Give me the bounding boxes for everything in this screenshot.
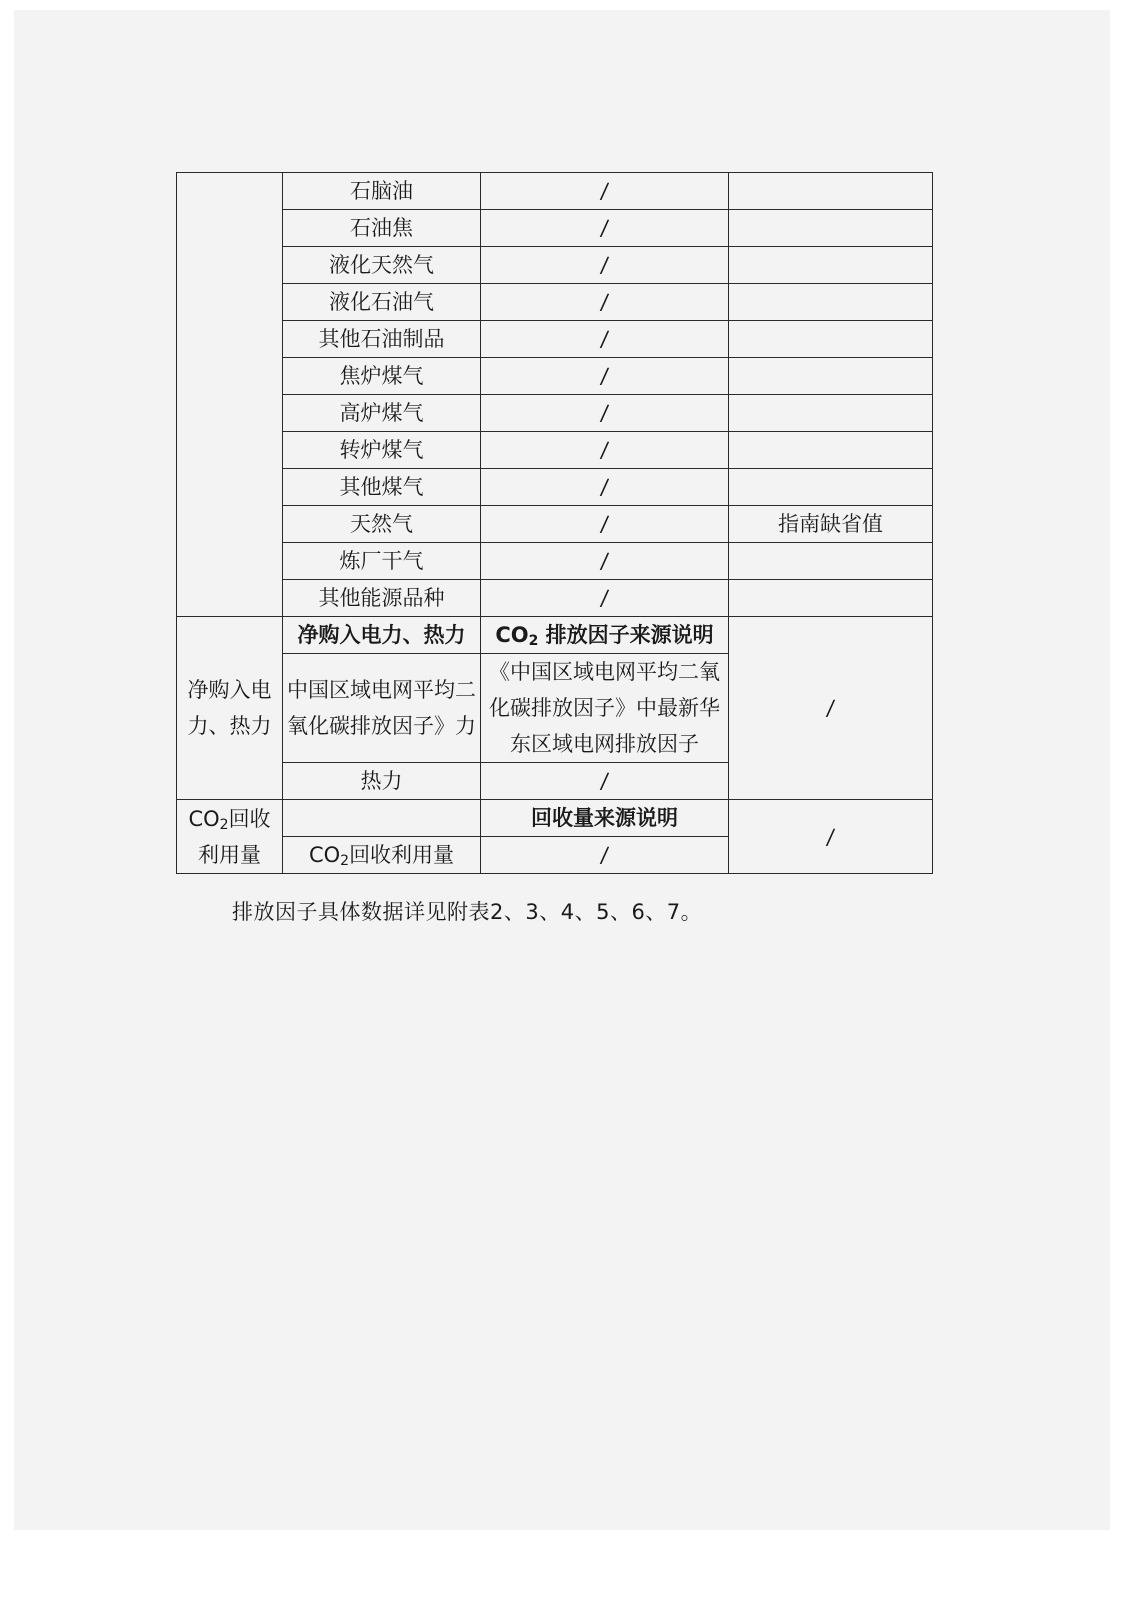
fuel-value-text: / [599, 179, 610, 203]
fuel-remark [729, 321, 933, 358]
co2-prefix: CO [188, 806, 220, 831]
emission-factor-table [176, 172, 933, 874]
table-row [177, 543, 933, 580]
fuel-remark [729, 247, 933, 284]
fuel-value-text: / [599, 475, 610, 499]
fuel-value-text: / [599, 586, 610, 610]
table-row [177, 284, 933, 321]
fuel-remark [729, 284, 933, 321]
fuel-name: 石油焦 [283, 210, 481, 247]
fuel-name: 其他石油制品 [283, 321, 481, 358]
electricity-section [177, 617, 933, 800]
co2-category-suffix: 回收利用量 [198, 806, 271, 867]
table-row [177, 469, 933, 506]
fuel-value [481, 469, 729, 506]
co2-subscript: 2 [528, 633, 539, 649]
fuel-value-text: / [599, 401, 610, 425]
fuel-name: 高炉煤气 [283, 395, 481, 432]
co2-prefix: CO [308, 843, 341, 867]
header-source-suffix: 排放因子来源说明 [545, 623, 714, 647]
fuel-name: 其他煤气 [283, 469, 481, 506]
fuel-name: 其他能源品种 [283, 580, 481, 617]
table-row [177, 321, 933, 358]
fuel-value [481, 284, 729, 321]
fuel-remark [729, 358, 933, 395]
co2-category [177, 800, 283, 874]
table-row [177, 432, 933, 469]
fuel-name: 炼厂干气 [283, 543, 481, 580]
fuel-name: 液化石油气 [283, 284, 481, 321]
fuel-value-text: / [599, 216, 610, 240]
electricity-remark-text: / [825, 696, 836, 720]
table-row [177, 617, 933, 654]
heat-item: 热力 [283, 763, 481, 800]
fuel-name: 焦炉煤气 [283, 358, 481, 395]
co2-value-text: / [599, 843, 610, 867]
fuel-value-text: / [599, 438, 610, 462]
fuel-value-text: / [599, 327, 610, 351]
electricity-remark [729, 617, 933, 800]
fuel-name: 液化天然气 [283, 247, 481, 284]
fuel-value [481, 432, 729, 469]
fuel-value [481, 580, 729, 617]
fuel-value-text: / [599, 253, 610, 277]
table-row [177, 173, 933, 210]
fuel-value [481, 321, 729, 358]
co2-header-source: 回收量来源说明 [481, 800, 729, 837]
electricity-category: 净购入电力、热力 [177, 617, 283, 800]
heat-value-text: / [599, 769, 610, 793]
fuel-remark [729, 543, 933, 580]
co2-remark [729, 800, 933, 874]
fuel-remark [729, 173, 933, 210]
table-row [177, 247, 933, 284]
electricity-header-source [481, 617, 729, 654]
page-bottom-margin [0, 1530, 1132, 1600]
fuel-value [481, 543, 729, 580]
co2-prefix: CO [495, 623, 529, 647]
fuel-remark [729, 580, 933, 617]
fuel-remark [729, 210, 933, 247]
fuel-value [481, 358, 729, 395]
fuel-value-text: / [599, 364, 610, 388]
fuel-remark [729, 395, 933, 432]
fuel-name: 石脑油 [283, 173, 481, 210]
fuel-name: 天然气 [283, 506, 481, 543]
fuel-rows [177, 173, 933, 617]
co2-remark-text: / [825, 824, 836, 849]
fuel-value [481, 506, 729, 543]
co2-item [283, 837, 481, 874]
table-row [177, 580, 933, 617]
electricity-header-item: 净购入电力、热力 [283, 617, 481, 654]
co2-subscript: 2 [219, 816, 229, 833]
fuel-value-text: / [599, 549, 610, 573]
co2-item-suffix: 回收利用量 [349, 843, 455, 867]
fuel-name: 转炉煤气 [283, 432, 481, 469]
heat-value [481, 763, 729, 800]
table-row [177, 800, 933, 837]
fuel-value-text: / [599, 512, 610, 536]
table-row [177, 358, 933, 395]
table-row [177, 210, 933, 247]
co2-value [481, 837, 729, 874]
co2-recovery-section [177, 800, 933, 874]
fuel-value-text: / [599, 290, 610, 314]
table-row [177, 395, 933, 432]
footnote: 排放因子具体数据详见附表2、3、4、5、6、7。 [232, 900, 703, 924]
table-row [177, 506, 933, 543]
grid-factor-item: 中国区域电网平均二氧化碳排放因子》力 [283, 654, 481, 763]
co2-subscript: 2 [340, 853, 350, 869]
fuel-remark [729, 432, 933, 469]
fuel-category-cell [177, 173, 283, 617]
fuel-value [481, 395, 729, 432]
fuel-value [481, 173, 729, 210]
fuel-source-note: 指南缺省值 [729, 506, 933, 543]
fuel-value [481, 247, 729, 284]
fuel-value [481, 210, 729, 247]
grid-factor-source: 《中国区域电网平均二氧化碳排放因子》中最新华东区域电网排放因子 [481, 654, 729, 763]
fuel-remark [729, 469, 933, 506]
co2-header-empty [283, 800, 481, 837]
